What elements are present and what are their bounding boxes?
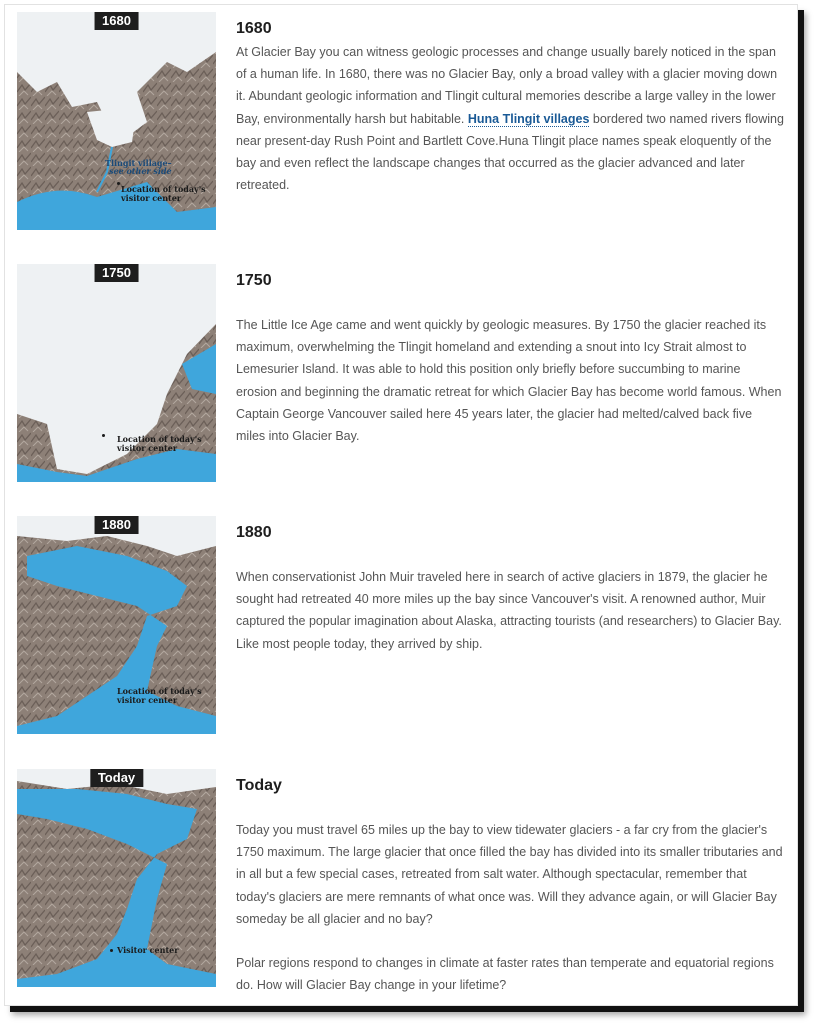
map-label: visitor center [121,193,182,203]
visitor-center-marker [117,182,120,185]
map-label: visitor center [117,443,178,453]
paragraph: Today you must travel 65 miles up the bay to view tidewater glaciers - a far cry from the glacier's 1750 maximum. The large glacier that once filled the bay has divided into its smaller tributaries and in all but a few special cases, retreated from salt water. Although spectacular, remember that today's glaciers are mere remnants of what once was. Will they advance again, or will Glacier Bay someday be all glacier and no bay? [236,823,783,926]
huna-tlingit-villages-link[interactable]: Huna Tlingit villages [467,111,590,126]
map-badge: Today [90,769,143,787]
map-label: Location of today's [117,686,202,696]
map-badge: 1880 [94,516,139,534]
map-today [17,769,216,987]
entry-1880 [17,516,787,736]
map-label: Visitor center [117,945,179,955]
article-card [4,4,798,1006]
section-title: 1750 [236,272,272,289]
section-body [236,314,784,469]
map-1680 [17,12,216,230]
section-title: Today [236,777,282,794]
map-1680-image [17,12,216,230]
entry-1680 [17,12,787,232]
map-1880 [17,516,216,734]
paragraph: Polar regions respond to changes in climate at faster rates than temperate and equatorial regions do. How will Glacier Bay change in your lifetime? [236,956,774,993]
visitor-center-marker [102,434,105,437]
paragraph: The Little Ice Age came and went quickly by geologic measures. By 1750 the glacier reached its maximum, overwhelming the Tlingit homeland and extending a snout into Icy Strait almost to Lemesurier Island. It was able to hold this position only briefly before succumbing to marine erosion and beginning the dramatic retreat for which Glacier Bay has become world famous. When Captain George Vancouver sailed here 45 years later, the glacier had melted/calved back five miles into Glacier Bay. [236,318,782,444]
entry-1750 [17,264,787,484]
section-title: 1880 [236,524,272,541]
map-1750 [17,264,216,482]
map-label: visitor center [117,695,178,705]
map-label: Location of today's [121,184,206,194]
section-body [236,566,784,677]
paragraph: When conservationist John Muir traveled here in search of active glaciers in 1879, the glacier he sought had retreated 40 more miles up the bay since Vancouver's visit. A renowned author, Muir captured the popular imagination about Alaska, attracting tourists (and researchers) to Glacier Bay. Like most people today, they arrived by ship. [236,570,782,651]
entry-today [17,769,787,993]
map-badge: 1750 [94,264,139,282]
map-badge: 1680 [94,12,139,30]
map-label: Tlingit village– [105,158,172,168]
visitor-center-marker [110,949,113,952]
map-label: see other side [109,166,172,176]
paragraph-text: At Glacier Bay you can witness geologic processes and change usually barely noticed in the span of a human life. In 1680, there was no Glacier Bay, only a broad valley with a glacier moving down it. Abundant geologic information and Tlingit cultural memories describe a large valley in the lower Bay, environmentally harsh but habitable. [236,45,778,126]
paragraph-text: bordered two named rivers flowing near present-day Rush Point and Bartlett Cove.Huna Tlingit place names speak eloquently of the bay and even reflect the landscape changes that occurred as the glacier advanced and later retreated. [236,111,784,193]
section-body [236,819,784,1018]
map-label: Location of today's [117,434,202,444]
paragraph [236,41,784,196]
section-title: 1680 [236,20,272,37]
section-body [236,41,784,218]
